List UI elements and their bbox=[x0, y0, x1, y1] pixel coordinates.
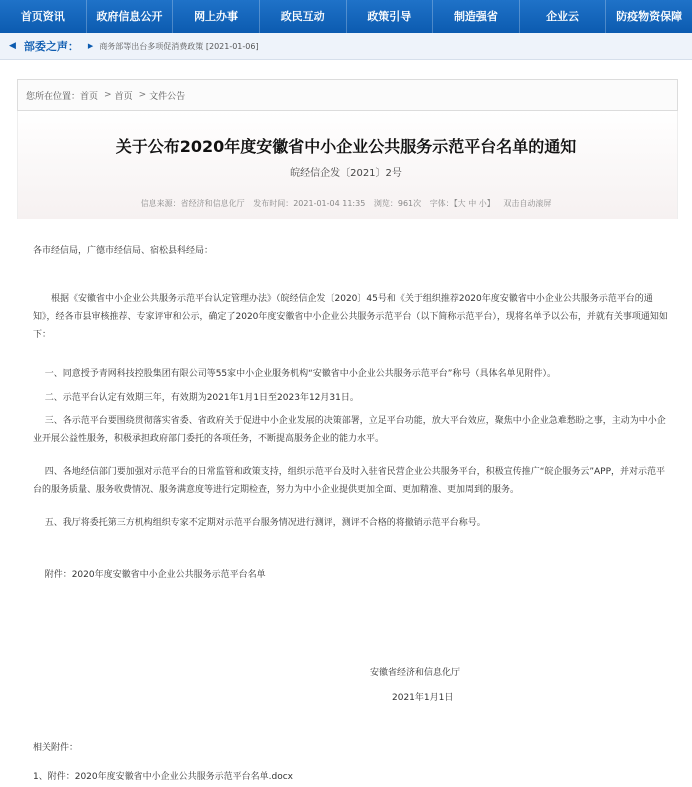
paragraph-item-5: 五、我厅将委托第三方机构组织专家不定期对示范平台服务情况进行测评，测评不合格的将撤销示范平台称号。 bbox=[44, 518, 486, 528]
related-attachment-link[interactable] bbox=[33, 768, 673, 786]
nav-item-gov-info[interactable]: 政府信息公开 bbox=[87, 0, 174, 33]
attachment-file-link[interactable]: 1、附件：2020年度安徽省中小企业公共服务示范平台名单.docx bbox=[33, 772, 293, 782]
related-attachments-label: 相关附件： bbox=[33, 743, 79, 753]
top-nav bbox=[0, 0, 692, 33]
nav-item-home[interactable]: 首页资讯 bbox=[0, 0, 87, 33]
font-size-toggle[interactable]: 【大 中 小】 bbox=[453, 199, 495, 208]
signature-org: 安徽省经济和信息化厅 bbox=[370, 668, 461, 678]
ticker-label: 部委之声： bbox=[23, 40, 79, 53]
breadcrumb bbox=[17, 79, 678, 111]
paragraph-item-4: 四、各地经信部门要加强对示范平台的日常监管和政策支持，组织示范平台及时入驻省民营企业公共服务平台，积极宣传推广“皖企服务云”APP，并对示范平台的服务质量、服务收费情况、服务满意度等进行定期检查，努力为中小企业提供更加全面、更加精准、更加周到的服务。 bbox=[33, 467, 666, 495]
auto-scroll-toggle[interactable]: 双击自动滚屏 bbox=[503, 199, 552, 208]
salutation: 各市经信局，广德市经信局、宿松县科经局： bbox=[33, 246, 214, 256]
paragraph-intro: 根据《安徽省中小企业公共服务示范平台认定管理办法》（皖经信企发〔2020〕45号和《关于组织推荐2020年度安徽省中小企业公共服务示范平台的通知》，经各市县审核推荐、专家评审和公示，确定了2020年度安徽省中小企业公共服务示范平台（以下简称示范平台），现将名单予以公布，并就有关事项通知如下： bbox=[33, 294, 668, 340]
article-title: 关于公布2020年度安徽省中小企业公共服务示范平台名单的通知 bbox=[115, 137, 577, 156]
meta-font-label: 字体： bbox=[429, 199, 454, 208]
ticker-news-link[interactable]: 商务部等出台多项促消费政策 [2021-01-06] bbox=[99, 41, 259, 51]
nav-item-manufacturing[interactable]: 制造强省 bbox=[433, 0, 520, 33]
breadcrumb-item-notices[interactable]: 文件公告 bbox=[149, 91, 186, 102]
paragraph-item-1: 一、同意授予青网科技控股集团有限公司等55家中小企业服务机构“安徽省中小企业公共服务示范平台”称号（具体名单见附件）。 bbox=[44, 369, 556, 379]
nav-item-epidemic-supplies[interactable]: 防疫物资保障 bbox=[616, 10, 683, 23]
news-ticker bbox=[0, 33, 692, 60]
article-meta bbox=[0, 198, 692, 209]
nav-item-enterprise-cloud[interactable]: 企业云 bbox=[520, 0, 607, 33]
breadcrumb-separator: > bbox=[138, 90, 147, 100]
nav-item-policy[interactable]: 政策引导 bbox=[347, 0, 434, 33]
breadcrumb-item-home[interactable]: 首页 bbox=[80, 91, 99, 102]
nav-item-online-service[interactable]: 网上办事 bbox=[173, 0, 260, 33]
paragraph-item-2: 二、示范平台认定有效期三年，有效期为2021年1月1日至2023年12月31日。 bbox=[44, 393, 359, 403]
arrow-right-icon: ▶ bbox=[87, 42, 94, 50]
doc-number: 皖经信企发〔2021〕2号 bbox=[290, 168, 402, 179]
attachment-note: 附件：2020年度安徽省中小企业公共服务示范平台名单 bbox=[44, 570, 266, 580]
nav-item-interaction[interactable]: 政民互动 bbox=[260, 0, 347, 33]
meta-views: 浏览：961次 bbox=[373, 199, 422, 208]
breadcrumb-separator: > bbox=[104, 90, 112, 100]
paragraph-item-3: 三、各示范平台要围绕贯彻落实省委、省政府关于促进中小企业发展的决策部署，立足平台功能，放大平台效应，聚焦中小企业急难愁盼之事，主动为中小企业开展公益性服务，积极承担政府部门委托的各项任务，不断提高服务企业的能力水平。 bbox=[33, 416, 666, 444]
meta-source: 信息来源：省经济和信息化厅 bbox=[140, 199, 245, 208]
speaker-icon: ◀ bbox=[9, 41, 16, 51]
meta-publish-time: 发布时间：2021-01-04 11:35 bbox=[253, 199, 366, 208]
breadcrumb-prefix: 您所在位置： bbox=[26, 91, 81, 102]
breadcrumb-item-home-2[interactable]: 首页 bbox=[114, 91, 133, 102]
signature-date: 2021年1月1日 bbox=[392, 693, 454, 703]
